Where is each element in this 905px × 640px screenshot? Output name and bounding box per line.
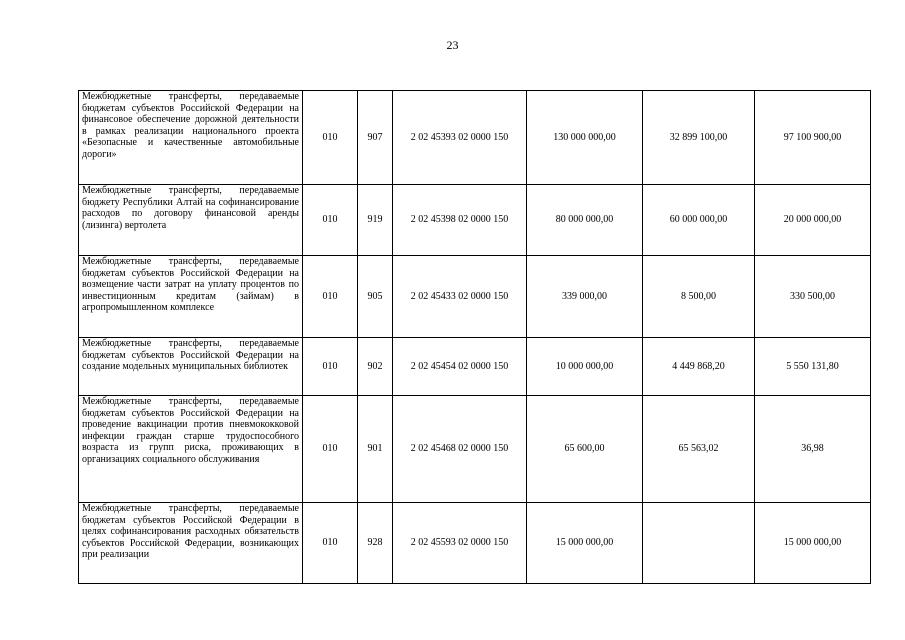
table-row [79, 256, 871, 338]
section-cell: 010 [303, 338, 358, 396]
table-row [79, 185, 871, 256]
section-cell: 010 [303, 396, 358, 503]
admin-cell: 907 [358, 91, 393, 185]
admin-cell: 902 [358, 338, 393, 396]
remaining-cell: 5 550 131,80 [755, 338, 871, 396]
remaining-cell: 20 000 000,00 [755, 185, 871, 256]
description-cell: Межбюджетные трансферты, передаваемые бюджетам субъектов Российской Федерации на создание модельных муниципальных библиотек [79, 338, 303, 396]
remaining-cell: 97 100 900,00 [755, 91, 871, 185]
executed-cell: 32 899 100,00 [643, 91, 755, 185]
approved-cell: 339 000,00 [527, 256, 643, 338]
table-row [79, 396, 871, 503]
section-cell: 010 [303, 256, 358, 338]
section-cell: 010 [303, 185, 358, 256]
code-cell: 2 02 45433 02 0000 150 [393, 256, 527, 338]
description-cell: Межбюджетные трансферты, передаваемые бюджетам субъектов Российской Федерации на проведение вакцинации против пневмококковой инфекции граждан старше трудоспособного возраста из групп риска, проживающих в организациях социального обслуживания [79, 396, 303, 503]
code-cell: 2 02 45593 02 0000 150 [393, 503, 527, 584]
description-cell: Межбюджетные трансферты, передаваемые бюджетам субъектов Российской Федерации в целях софинансирования расходных обязательств субъектов Российской Федерации, возникающих при реализации [79, 503, 303, 584]
budget-table [78, 90, 871, 584]
section-cell: 010 [303, 91, 358, 185]
executed-cell: 60 000 000,00 [643, 185, 755, 256]
description-cell: Межбюджетные трансферты, передаваемые бюджету Республики Алтай на софинансирование расходов по договору финансовой аренды (лизинга) вертолета [79, 185, 303, 256]
table-row [79, 338, 871, 396]
approved-cell: 10 000 000,00 [527, 338, 643, 396]
executed-cell [643, 503, 755, 584]
approved-cell: 130 000 000,00 [527, 91, 643, 185]
code-cell: 2 02 45454 02 0000 150 [393, 338, 527, 396]
approved-cell: 15 000 000,00 [527, 503, 643, 584]
remaining-cell: 15 000 000,00 [755, 503, 871, 584]
admin-cell: 901 [358, 396, 393, 503]
code-cell: 2 02 45398 02 0000 150 [393, 185, 527, 256]
code-cell: 2 02 45468 02 0000 150 [393, 396, 527, 503]
remaining-cell: 330 500,00 [755, 256, 871, 338]
approved-cell: 80 000 000,00 [527, 185, 643, 256]
executed-cell: 4 449 868,20 [643, 338, 755, 396]
admin-cell: 905 [358, 256, 393, 338]
table-row [79, 91, 871, 185]
remaining-cell: 36,98 [755, 396, 871, 503]
description-cell: Межбюджетные трансферты, передаваемые бюджетам субъектов Российской Федерации на финансовое обеспечение дорожной деятельности в рамках реализации национального проекта «Безопасные и качественные автомобильные дороги» [79, 91, 303, 185]
table-row [79, 503, 871, 584]
admin-cell: 919 [358, 185, 393, 256]
page-number: 23 [446, 38, 459, 52]
description-cell: Межбюджетные трансферты, передаваемые бюджетам субъектов Российской Федерации на возмещение части затрат на уплату процентов по инвестиционным кредитам (займам) в агропромышленном комплексе [79, 256, 303, 338]
executed-cell: 65 563,02 [643, 396, 755, 503]
executed-cell: 8 500,00 [643, 256, 755, 338]
code-cell: 2 02 45393 02 0000 150 [393, 91, 527, 185]
section-cell: 010 [303, 503, 358, 584]
approved-cell: 65 600,00 [527, 396, 643, 503]
admin-cell: 928 [358, 503, 393, 584]
